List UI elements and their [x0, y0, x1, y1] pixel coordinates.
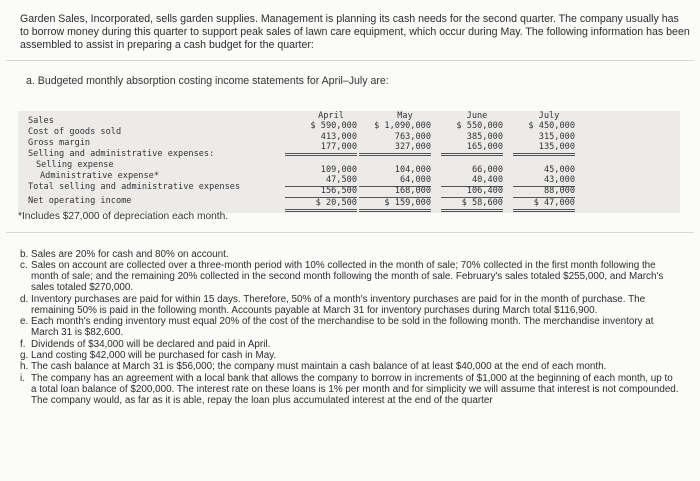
item-marker: e. [20, 316, 29, 328]
item-marker: h. [20, 361, 29, 373]
cell-sales-july: $ 450,000 [528, 121, 575, 131]
item-marker: f. [20, 338, 26, 350]
cell-admin-july: 43,000 [513, 175, 575, 187]
item-text: Sales are 20% for cash and 80% on account. [31, 249, 229, 260]
cell-gross-margin-may: 327,000 [359, 142, 431, 156]
cell-net-income-june: $ 58,600 [441, 198, 503, 212]
item-text: Sales on account are collected over a three-month period with 10% collected in the month of sale; 70% collected in the first month following the month of sale; and the remaining 20% collected in the second month following the month of sale. February's sales totaled $255,000, and March's sales totaled $270,000. [31, 260, 664, 294]
cell-gross-margin-june: 165,000 [441, 142, 503, 156]
row-label-selling: Selling expense [36, 160, 114, 170]
item-text: Land costing $42,000 will be purchased for cash in May. [31, 349, 277, 361]
list-item [20, 350, 680, 361]
header-july: July [538, 111, 560, 121]
income-statement-table [18, 111, 680, 213]
list-item [20, 339, 680, 350]
item-text: Inventory purchases are paid for within 15 days. Therefore, 50% of a month's inventory purchases are paid for in the month of purchase. The remaining 50% is paid in the following month. Accounts payable at March 31 for inventory purchases during March total $116,900. [31, 293, 646, 316]
cell-sales-may: $ 1,090,000 [374, 121, 431, 131]
cell-selling-may: 104,000 [394, 165, 431, 175]
cell-sales-june: $ 550,000 [456, 121, 503, 131]
problem-intro: Garden Sales, Incorporated, sells garden supplies. Management is planning its cash needs for the second quarter. The company usually has to borrow money during this quarter to support peak sales of lawn care equipment, which occur during May. The following information has been assembled to assist in preparing a cash budget for the quarter: [20, 13, 690, 51]
cell-admin-may: 64,000 [359, 175, 431, 187]
section-divider [6, 60, 694, 61]
header-may: May [397, 111, 413, 121]
item-marker: d. [20, 293, 29, 305]
item-text: Dividends of $34,000 will be declared and paid in April. [31, 338, 271, 350]
cell-cogs-may: 763,000 [394, 132, 431, 142]
cell-gross-margin-july: 135,000 [513, 142, 575, 156]
cell-admin-june: 40,400 [441, 175, 503, 187]
part-a-heading: a. Budgeted monthly absorption costing income statements for April–July are: [26, 75, 389, 87]
item-text: The cash balance at March 31 is $56,000; the company must maintain a cash balance of at least $40,000 at the end of each month. [31, 361, 607, 373]
cell-selling-april: 109,000 [320, 165, 357, 175]
depreciation-footnote: *Includes $27,000 of depreciation each month. [18, 211, 229, 222]
list-item [20, 294, 680, 316]
assumption-list [20, 249, 680, 406]
cell-cogs-april: 413,000 [320, 132, 357, 142]
cell-cogs-june: 385,000 [466, 132, 503, 142]
row-label-total-sga: Total selling and administrative expenses [28, 182, 241, 192]
cell-selling-june: 66,000 [471, 165, 503, 175]
list-item [20, 249, 680, 260]
cell-net-income-april: $ 20,500 [285, 198, 357, 212]
cell-total-sga-may: 168,000 [359, 186, 431, 198]
cell-total-sga-june: 106,400 [441, 186, 503, 198]
section-divider [6, 232, 694, 233]
list-item [20, 373, 680, 406]
cell-net-income-july: $ 47,000 [513, 198, 575, 212]
item-text: Each month's ending inventory must equal 20% of the cost of the merchandise to be sold in the following month. The merchandise inventory at March 31 is $82,600. [31, 316, 654, 339]
list-item [20, 260, 680, 293]
row-label-net-income: Net operating income [28, 196, 132, 206]
cell-net-income-may: $ 159,000 [359, 198, 431, 212]
row-label-cogs: Cost of goods sold [28, 127, 122, 137]
cell-total-sga-april: 156,500 [285, 186, 357, 198]
row-label-admin: Administrative expense* [40, 171, 159, 181]
item-marker: b. [20, 249, 29, 260]
item-marker: c. [20, 260, 28, 272]
cell-admin-april: 47,500 [285, 175, 357, 187]
row-label-sga-heading: Selling and administrative expenses: [28, 149, 215, 159]
list-item [20, 316, 680, 338]
cell-total-sga-july: 88,000 [513, 186, 575, 198]
header-june: June [466, 111, 488, 121]
row-label-gross-margin: Gross margin [28, 138, 91, 148]
row-label-sales: Sales [28, 116, 54, 126]
list-item [20, 361, 680, 372]
item-marker: i. [20, 372, 25, 384]
cell-gross-margin-april: 177,000 [285, 142, 357, 156]
cell-selling-july: 45,000 [543, 165, 575, 175]
header-april: April [318, 111, 344, 121]
cell-sales-april: $ 590,000 [310, 121, 357, 131]
item-marker: g. [20, 349, 29, 361]
item-text: The company has an agreement with a local bank that allows the company to borrow in increments of $1,000 at the beginning of each month, up to a total loan balance of $200,000. The interest rate on these loans is 1% per month and for simplicity we will assume that interest is not compounded. The company would, as far as it is able, repay the loan plus accumulated interest at the end of the quarter [31, 372, 679, 406]
cell-cogs-july: 315,000 [538, 132, 575, 142]
